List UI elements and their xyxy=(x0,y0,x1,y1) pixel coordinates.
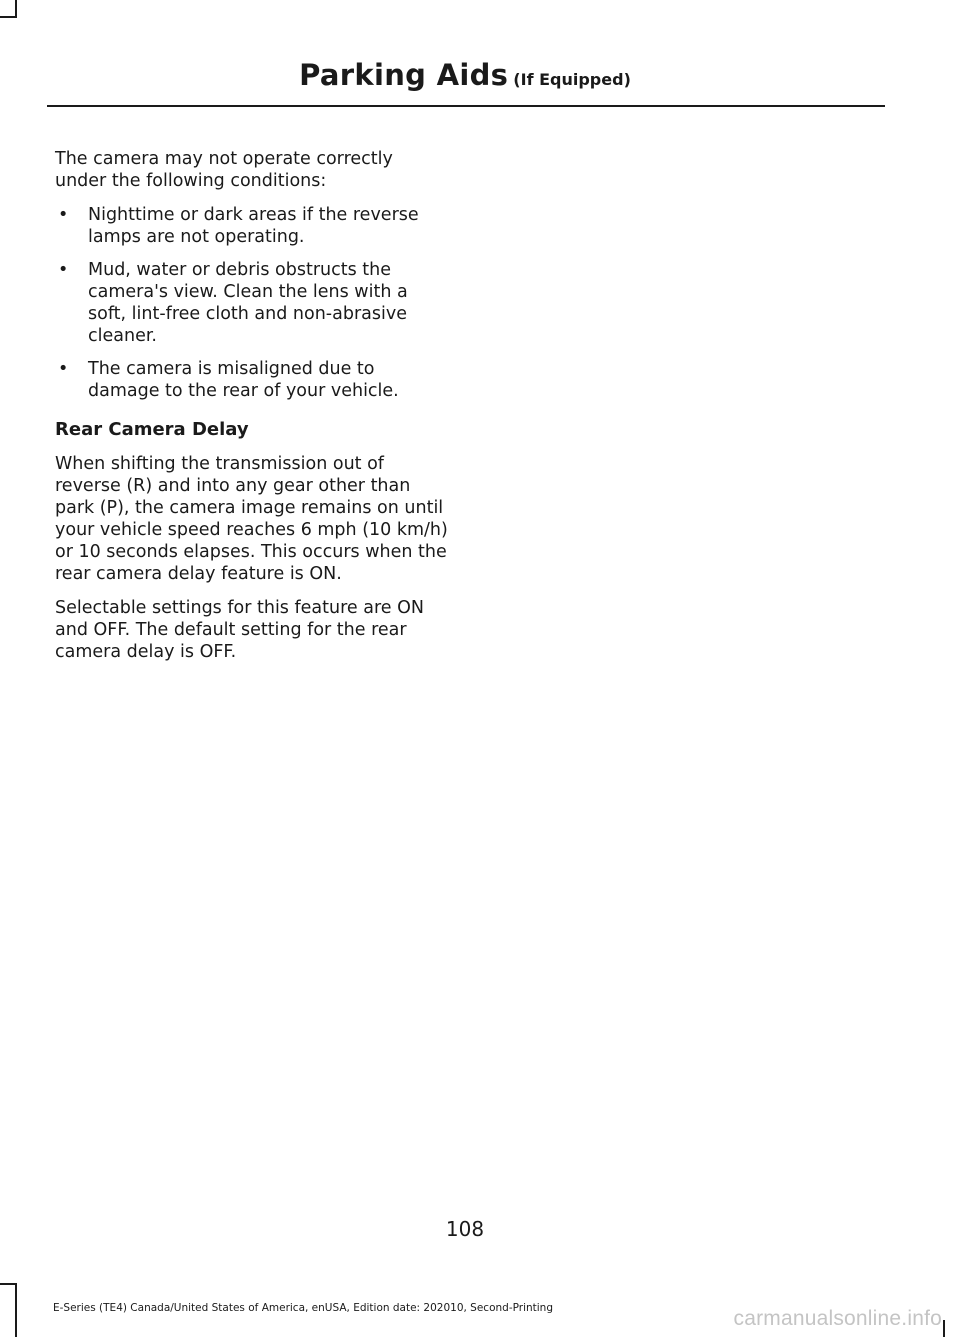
section-subtitle: (If Equipped) xyxy=(513,70,631,89)
edition-footer: E-Series (TE4) Canada/United States of America, enUSA, Edition date: 202010, Second-Printing xyxy=(53,1302,554,1314)
crop-mark-bottom-left xyxy=(15,1283,17,1337)
list-item-text: Nighttime or dark areas if the reverse lamps are not operating. xyxy=(88,205,419,247)
main-column xyxy=(55,148,448,675)
body-paragraph: Selectable settings for this feature are ON and OFF. The default setting for the rear camera delay is OFF. xyxy=(55,598,424,662)
bullet-icon: • xyxy=(58,359,69,379)
header-divider xyxy=(47,105,885,107)
page-title xyxy=(0,58,930,92)
crop-mark-bottom-right xyxy=(943,1320,945,1337)
section-title: Parking Aids xyxy=(299,58,509,92)
condition-list xyxy=(55,204,448,402)
watermark: carmanualsonline.info xyxy=(733,1307,942,1330)
crop-mark-top-left xyxy=(0,16,17,18)
list-item xyxy=(55,259,448,347)
bullet-icon: • xyxy=(58,260,69,280)
page-number: 108 xyxy=(445,1217,485,1241)
list-item xyxy=(55,358,448,402)
list-item-text: Mud, water or debris obstructs the camera's view. Clean the lens with a soft, lint-free cloth and non-abrasive cleaner. xyxy=(88,260,408,346)
intro-paragraph: The camera may not operate correctly under the following conditions: xyxy=(55,149,393,191)
list-item-text: The camera is misaligned due to damage to the rear of your vehicle. xyxy=(88,359,399,401)
section-heading: Rear Camera Delay xyxy=(55,419,249,440)
body-paragraph: When shifting the transmission out of reverse (R) and into any gear other than park (P), the camera image remains on until your vehicle speed reaches 6 mph (10 km/h) or 10 seconds elapses. This occurs when the rear camera delay feature is ON. xyxy=(55,454,448,584)
crop-mark-bottom-left xyxy=(0,1283,17,1285)
bullet-icon: • xyxy=(58,205,69,225)
list-item xyxy=(55,204,448,248)
